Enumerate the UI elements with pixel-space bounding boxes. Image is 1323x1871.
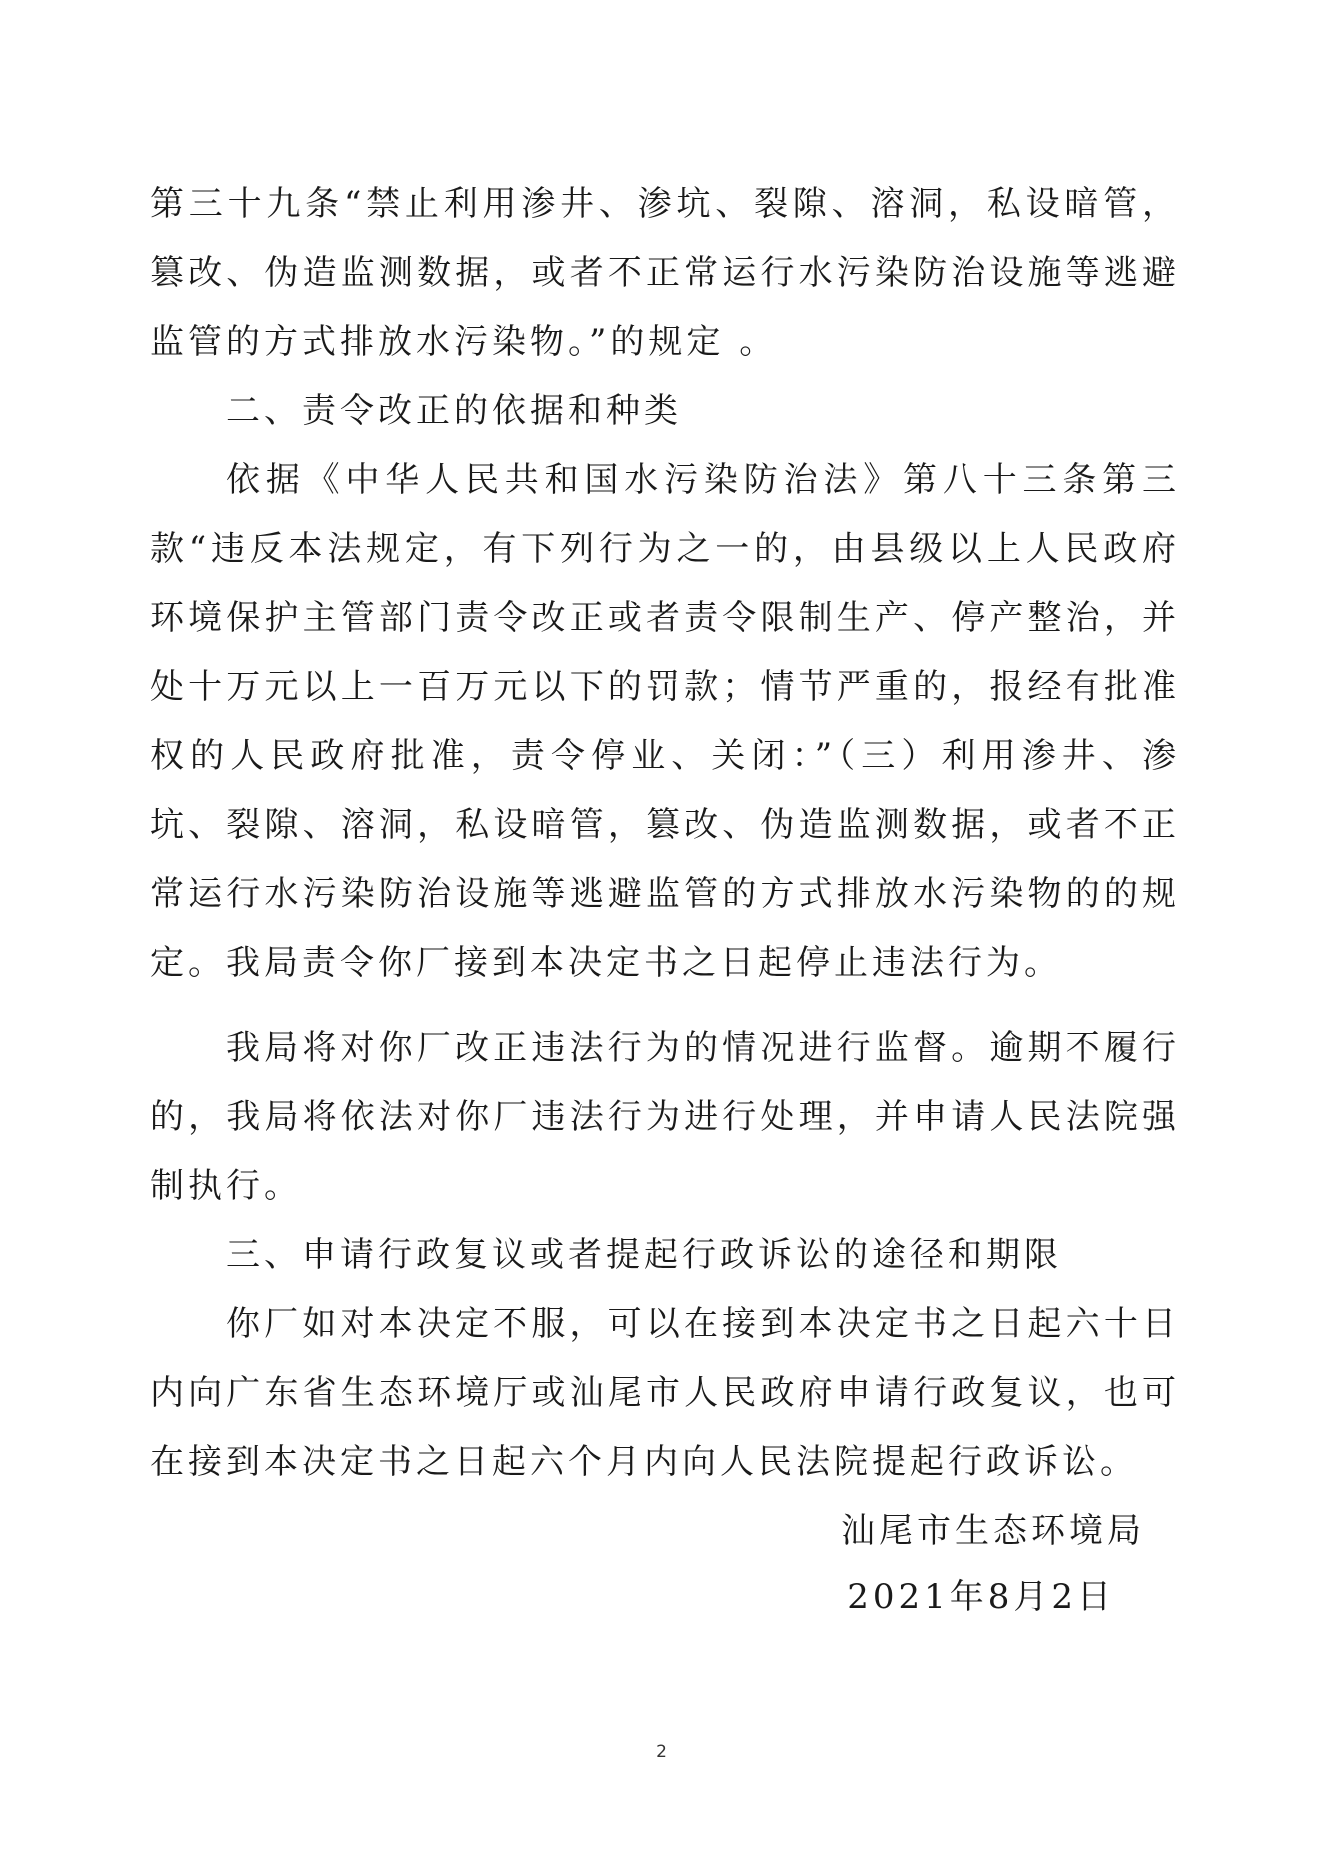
signature-block [841,1498,1145,1630]
paragraph-article-39: 第三十九条“禁止利用渗井、渗坑、裂隙、溶洞，私设暗管，篡改、伪造监测数据，或者不正常运行水污染防治设施等逃避监管的方式排放水污染物。”的规定 。 [150,184,1180,362]
page-number: 2 [656,1742,667,1762]
signature-date: 2021年8月2日 [847,1577,1115,1617]
signature-organization: 汕尾市生态环境局 [841,1511,1145,1551]
paragraph-appeal-deadline: 你厂如对本决定不服，可以在接到本决定书之日起六十日内向广东省生态环境厅或汕尾市人民政府申请行政复议，也可在接到本决定书之日起六个月内向人民法院提起行政诉讼。 [150,1304,1180,1482]
heading-appeal-routes: 三、申请行政复议或者提起行政诉讼的途径和期限 [226,1235,1062,1275]
heading-basis-and-type: 二、责令改正的依据和种类 [226,391,682,431]
document-body [150,170,1180,1497]
paragraph-legal-basis: 依据《中华人民共和国水污染防治法》第八十三条第三款“违反本法规定，有下列行为之一的，由县级以上人民政府环境保护主管部门责令改正或者责令限制生产、停产整治，并处十万元以上一百万元以下的罚款；情节严重的，报经有批准权的人民政府批准，责令停业、关闭：”（三）利用渗井、渗坑、裂隙、溶洞，私设暗管，篡改、伪造监测数据，或者不正常运行水污染防治设施等逃避监管的方式排放水污染物的的规定。我局责令你厂接到本决定书之日起停止违法行为。 [150,460,1180,983]
paragraph-supervision: 我局将对你厂改正违法行为的情况进行监督。逾期不履行的，我局将依法对你厂违法行为进行处理，并申请人民法院强制执行。 [150,1028,1180,1206]
